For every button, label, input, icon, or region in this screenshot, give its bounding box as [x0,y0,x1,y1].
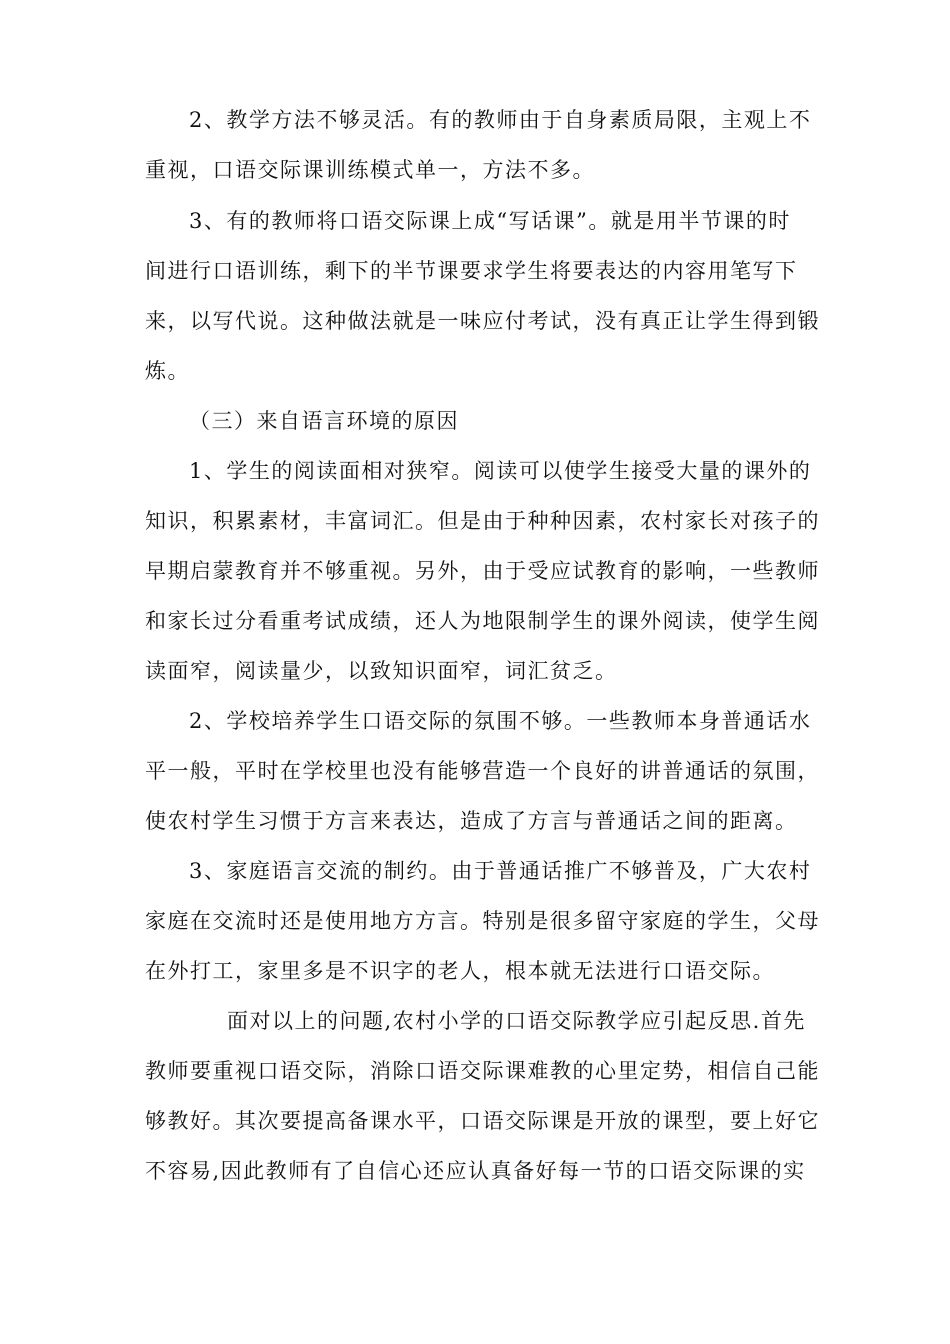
section-heading: （三）来自语言环境的原因 [189,409,459,433]
text-line: 平一般，平时在学校里也没有能够营造一个良好的讲普通话的氛围， [145,759,820,783]
text-line: 1、学生的阅读面相对狭窄。阅读可以使学生接受大量的课外的 [189,459,812,483]
text-line: 3、家庭语言交流的制约。由于普通话推广不够普及，广大农村 [189,859,812,883]
text-line: 2、学校培养学生口语交际的氛围不够。一些教师本身普通话水 [189,709,812,733]
text-line: 读面窄，阅读量少，以致知识面窄，词汇贫乏。 [145,659,618,683]
text-line: 3、有的教师将口语交际课上成“写话课”。就是用半节课的时 [189,209,791,233]
text-line: 早期启蒙教育并不够重视。另外，由于受应试教育的影响，一些教师 [145,559,820,583]
text-line: 教师要重视口语交际，消除口语交际课难教的心里定势，相信自己能 [145,1059,820,1083]
text-line: 家庭在交流时还是使用地方方言。特别是很多留守家庭的学生，父母 [145,909,820,933]
text-line: 在外打工，家里多是不识字的老人，根本就无法进行口语交际。 [145,959,775,983]
text-line: 知识，积累素材，丰富词汇。但是由于种种因素，农村家长对孩子的 [145,509,820,533]
text-line: 间进行口语训练，剩下的半节课要求学生将要表达的内容用笔写下 [145,259,798,283]
text-line: 来，以写代说。这种做法就是一味应付考试，没有真正让学生得到锻 [145,309,820,333]
text-line: 够教好。其次要提高备课水平，口语交际课是开放的课型，要上好它 [145,1109,820,1133]
text-line: 面对以上的问题,农村小学的口语交际教学应引起反思.首先 [227,1009,806,1033]
text-line: 重视，口语交际课训练模式单一，方法不多。 [145,158,595,182]
text-line: 不容易,因此教师有了自信心还应认真备好每一节的口语交际课的实 [145,1159,806,1183]
text-line: 2、教学方法不够灵活。有的教师由于自身素质局限，主观上不 [189,108,812,132]
text-line: 和家长过分看重考试成绩，还人为地限制学生的课外阅读，使学生阅 [145,609,820,633]
text-line: 使农村学生习惯于方言来表达，造成了方言与普通话之间的距离。 [145,809,798,833]
text-line: 炼。 [145,359,190,383]
